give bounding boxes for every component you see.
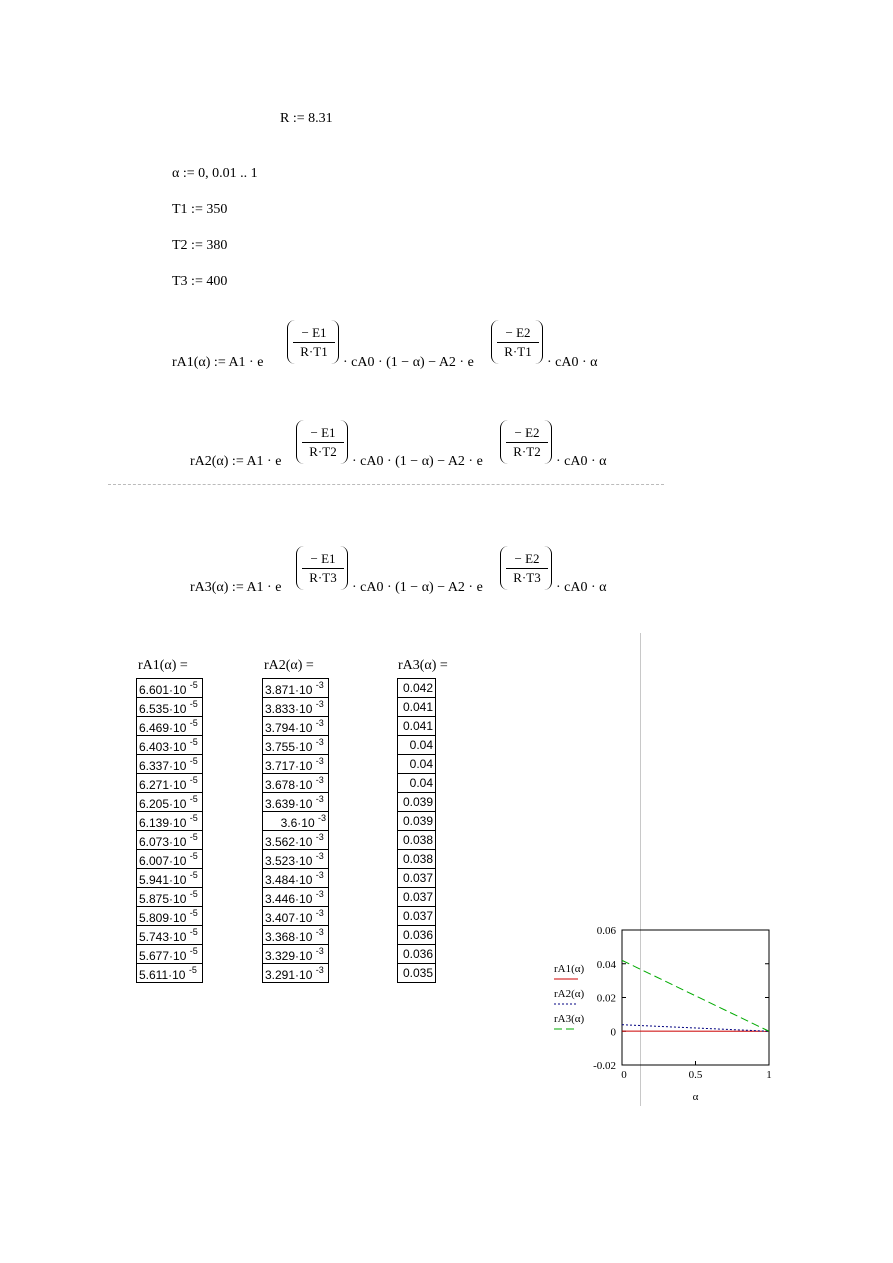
table-row bbox=[263, 964, 329, 983]
x-tick-label: 0 bbox=[621, 1069, 627, 1081]
table-header-rA2: rA2(α) = bbox=[264, 658, 314, 673]
rA2-cell: 3.446·10 $^{-3}$ bbox=[263, 888, 329, 907]
rA2-cell: 3.794·10 $^{-3}$ bbox=[263, 717, 329, 736]
table-row bbox=[398, 945, 436, 964]
rA1-cell: 6.139·10 $^{-5}$ bbox=[137, 812, 203, 831]
eq2-exp1-num: − E1 bbox=[302, 425, 344, 443]
table-row bbox=[137, 812, 203, 831]
eq2-lhs: rA2(α) := A1 · e bbox=[190, 454, 282, 469]
table-row bbox=[137, 850, 203, 869]
table-row bbox=[137, 926, 203, 945]
rA1-cell: 6.337·10 $^{-5}$ bbox=[137, 755, 203, 774]
eq2-paren-right bbox=[339, 420, 348, 464]
legend-label: rA3(α) bbox=[554, 1013, 585, 1025]
table-row bbox=[263, 945, 329, 964]
eq2-exp1 bbox=[302, 425, 344, 460]
table-row bbox=[137, 679, 203, 698]
rA3-cell: 0.038 bbox=[398, 831, 436, 850]
table-row bbox=[398, 869, 436, 888]
table-row bbox=[137, 736, 203, 755]
table-rA2 bbox=[262, 678, 329, 983]
table-header-rA3: rA3(α) = bbox=[398, 658, 448, 673]
eq1-paren2-right bbox=[534, 320, 543, 364]
eq2-exp2 bbox=[506, 425, 548, 460]
eq3-tail: · cA0 · α bbox=[556, 580, 607, 595]
rA2-cell: 3.871·10 $^{-3}$ bbox=[263, 679, 329, 698]
y-tick-label: -0.02 bbox=[593, 1060, 616, 1072]
rA2-cell: 3.407·10 $^{-3}$ bbox=[263, 907, 329, 926]
table-row bbox=[263, 755, 329, 774]
rA2-cell: 3.833·10 $^{-3}$ bbox=[263, 698, 329, 717]
eq2-exp1-den: R·T2 bbox=[309, 444, 337, 459]
rA3-cell: 0.039 bbox=[398, 793, 436, 812]
table-rA3 bbox=[397, 678, 436, 983]
eq2-exp2-num: − E2 bbox=[506, 425, 548, 443]
table-row bbox=[398, 679, 436, 698]
eq3-exp2-den: R·T3 bbox=[513, 570, 541, 585]
table-row bbox=[137, 755, 203, 774]
table-row bbox=[137, 945, 203, 964]
def-T2: T2 := 380 bbox=[172, 238, 228, 253]
rA3-cell: 0.038 bbox=[398, 850, 436, 869]
rA3-cell: 0.037 bbox=[398, 869, 436, 888]
region-divider bbox=[108, 484, 664, 485]
def-alpha-range: α := 0, 0.01 .. 1 bbox=[172, 166, 258, 181]
rA2-cell: 3.678·10 $^{-3}$ bbox=[263, 774, 329, 793]
rA3-cell: 0.037 bbox=[398, 907, 436, 926]
rA2-cell: 3.562·10 $^{-3}$ bbox=[263, 831, 329, 850]
table-row bbox=[398, 698, 436, 717]
table-row bbox=[398, 888, 436, 907]
eq3-lhs: rA3(α) := A1 · e bbox=[190, 580, 282, 595]
rA1-cell: 5.809·10 $^{-5}$ bbox=[137, 907, 203, 926]
table-row bbox=[263, 679, 329, 698]
rA1-cell: 6.601·10 $^{-5}$ bbox=[137, 679, 203, 698]
rA2-cell: 3.6·10 $^{-3}$ bbox=[263, 812, 329, 831]
table-row bbox=[398, 831, 436, 850]
rA3-cell: 0.035 bbox=[398, 964, 436, 983]
rA1-cell: 6.535·10 $^{-5}$ bbox=[137, 698, 203, 717]
rA1-cell: 6.073·10 $^{-5}$ bbox=[137, 831, 203, 850]
rA1-cell: 6.205·10 $^{-5}$ bbox=[137, 793, 203, 812]
table-row bbox=[398, 812, 436, 831]
eq1-exp1 bbox=[293, 325, 335, 360]
rA1-cell: 6.403·10 $^{-5}$ bbox=[137, 736, 203, 755]
legend-label: rA2(α) bbox=[554, 988, 585, 1000]
table-row bbox=[137, 964, 203, 983]
table-row bbox=[137, 698, 203, 717]
eq1-paren-right bbox=[330, 320, 339, 364]
eq3-paren-right bbox=[339, 546, 348, 590]
table-header-rA1: rA1(α) = bbox=[138, 658, 188, 673]
y-tick-label: 0.02 bbox=[596, 992, 616, 1005]
table-row bbox=[137, 774, 203, 793]
eq3-exp1-den: R·T3 bbox=[309, 570, 337, 585]
rA1-cell: 6.469·10 $^{-5}$ bbox=[137, 717, 203, 736]
line-chart bbox=[520, 915, 810, 1105]
def-T1: T1 := 350 bbox=[172, 202, 228, 217]
table-row bbox=[398, 964, 436, 983]
eq1-mid: · cA0 · (1 − α) − A2 · e bbox=[343, 355, 474, 370]
rA2-cell: 3.329·10 $^{-3}$ bbox=[263, 945, 329, 964]
rA3-cell: 0.039 bbox=[398, 812, 436, 831]
table-row bbox=[398, 926, 436, 945]
def-R: R := 8.31 bbox=[280, 111, 333, 126]
rA3-cell: 0.036 bbox=[398, 945, 436, 964]
table-row bbox=[137, 907, 203, 926]
eq1-exp1-den: R·T1 bbox=[300, 344, 328, 359]
eq3-exp2 bbox=[506, 551, 548, 586]
table-row bbox=[263, 812, 329, 831]
rA3-cell: 0.036 bbox=[398, 926, 436, 945]
eq3-mid: · cA0 · (1 − α) − A2 · e bbox=[352, 580, 483, 595]
table-row bbox=[263, 869, 329, 888]
rA2-cell: 3.484·10 $^{-3}$ bbox=[263, 869, 329, 888]
table-row bbox=[398, 755, 436, 774]
eq1-tail: · cA0 · α bbox=[547, 355, 598, 370]
rA3-cell: 0.041 bbox=[398, 717, 436, 736]
rA1-cell: 6.007·10 $^{-5}$ bbox=[137, 850, 203, 869]
table-row bbox=[263, 888, 329, 907]
x-tick-label: 0.5 bbox=[688, 1069, 703, 1081]
rA3-cell: 0.041 bbox=[398, 698, 436, 717]
series-line-2 bbox=[622, 1025, 769, 1032]
table-row bbox=[137, 831, 203, 850]
table-row bbox=[137, 793, 203, 812]
x-tick-label: 1 bbox=[766, 1069, 772, 1081]
table-row bbox=[263, 926, 329, 945]
def-T3: T3 := 400 bbox=[172, 274, 228, 289]
eq1-exp2 bbox=[497, 325, 539, 360]
rA1-cell: 5.941·10 $^{-5}$ bbox=[137, 869, 203, 888]
rA2-cell: 3.291·10 $^{-3}$ bbox=[263, 964, 329, 983]
table-row bbox=[263, 907, 329, 926]
table-row bbox=[137, 869, 203, 888]
rA2-cell: 3.755·10 $^{-3}$ bbox=[263, 736, 329, 755]
eq2-paren2-right bbox=[543, 420, 552, 464]
rA1-cell: 5.743·10 $^{-5}$ bbox=[137, 926, 203, 945]
y-tick-label: 0 bbox=[610, 1026, 616, 1039]
rA2-cell: 3.368·10 $^{-3}$ bbox=[263, 926, 329, 945]
series-line-3 bbox=[622, 960, 769, 1031]
rA3-cell: 0.04 bbox=[398, 755, 436, 774]
rA3-cell: 0.04 bbox=[398, 774, 436, 793]
table-rA1 bbox=[136, 678, 203, 983]
legend-label: rA1(α) bbox=[554, 963, 585, 975]
rA3-cell: 0.04 bbox=[398, 736, 436, 755]
table-row bbox=[263, 850, 329, 869]
table-row bbox=[398, 717, 436, 736]
eq1-exp2-den: R·T1 bbox=[504, 344, 532, 359]
table-row bbox=[263, 736, 329, 755]
eq3-exp1 bbox=[302, 551, 344, 586]
rA2-cell: 3.717·10 $^{-3}$ bbox=[263, 755, 329, 774]
eq1-lhs: rA1(α) := A1 · e bbox=[172, 355, 264, 370]
table-row bbox=[398, 774, 436, 793]
table-row bbox=[398, 907, 436, 926]
rA3-cell: 0.042 bbox=[398, 679, 436, 698]
eq3-exp1-num: − E1 bbox=[302, 551, 344, 569]
eq3-paren2-right bbox=[543, 546, 552, 590]
y-tick-label: 0.06 bbox=[596, 925, 616, 937]
plot-frame bbox=[622, 930, 769, 1065]
eq2-mid: · cA0 · (1 − α) − A2 · e bbox=[352, 454, 483, 469]
eq3-exp2-num: − E2 bbox=[506, 551, 548, 569]
table-row bbox=[263, 698, 329, 717]
table-row bbox=[263, 774, 329, 793]
table-row bbox=[137, 888, 203, 907]
rA1-cell: 5.875·10 $^{-5}$ bbox=[137, 888, 203, 907]
rA1-cell: 6.271·10 $^{-5}$ bbox=[137, 774, 203, 793]
table-row bbox=[398, 736, 436, 755]
eq1-exp2-num: − E2 bbox=[497, 325, 539, 343]
rA2-cell: 3.523·10 $^{-3}$ bbox=[263, 850, 329, 869]
table-row bbox=[263, 717, 329, 736]
rA1-cell: 5.677·10 $^{-5}$ bbox=[137, 945, 203, 964]
y-tick-label: 0.04 bbox=[596, 958, 616, 971]
rA2-cell: 3.639·10 $^{-3}$ bbox=[263, 793, 329, 812]
table-row bbox=[263, 793, 329, 812]
eq2-exp2-den: R·T2 bbox=[513, 444, 541, 459]
rA1-cell: 5.611·10 $^{-5}$ bbox=[137, 964, 203, 983]
table-row bbox=[398, 850, 436, 869]
eq1-exp1-num: − E1 bbox=[293, 325, 335, 343]
table-row bbox=[137, 717, 203, 736]
table-row bbox=[263, 831, 329, 850]
rA3-cell: 0.037 bbox=[398, 888, 436, 907]
eq2-tail: · cA0 · α bbox=[556, 454, 607, 469]
x-axis-label: α bbox=[692, 1091, 699, 1103]
table-row bbox=[398, 793, 436, 812]
